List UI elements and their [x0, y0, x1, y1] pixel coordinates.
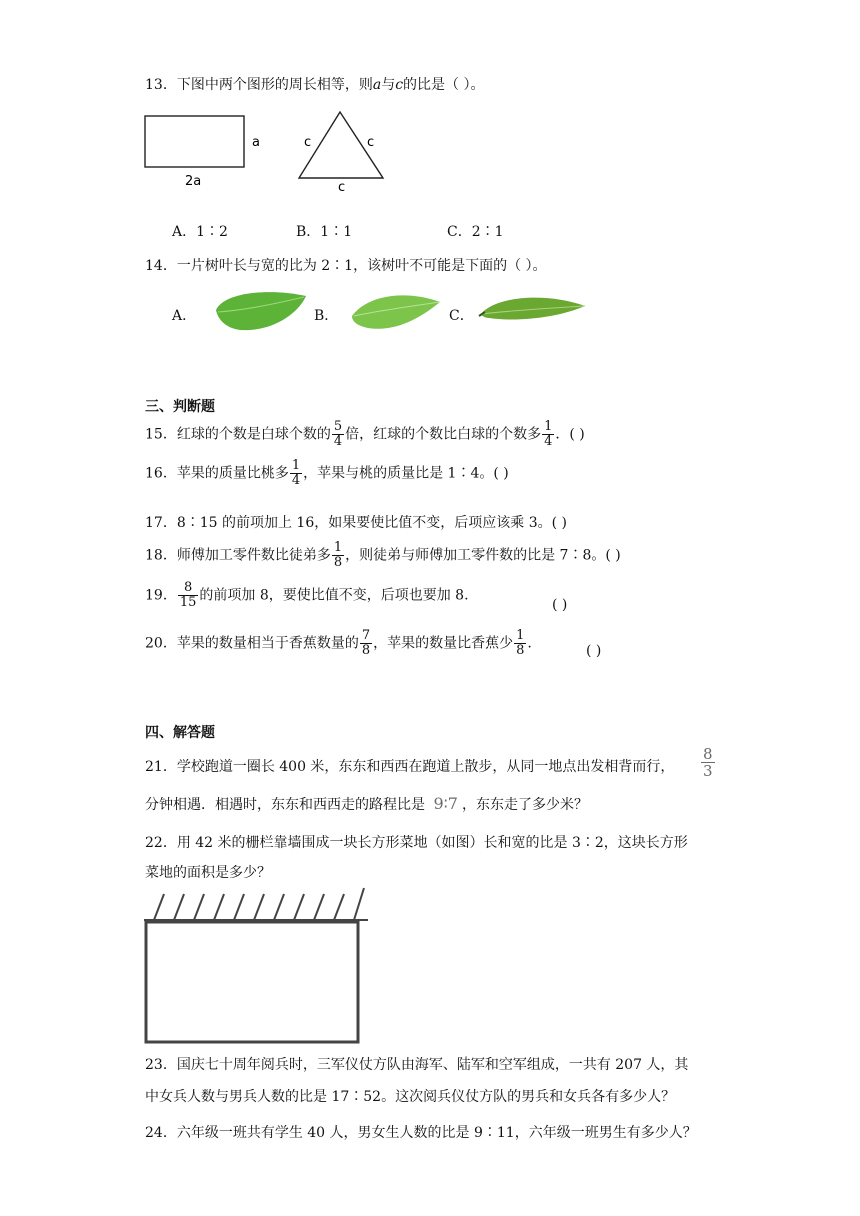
- q13-option-a[interactable]: A．1∶2: [172, 224, 228, 240]
- q14-option-a[interactable]: A．: [172, 308, 197, 324]
- q17[interactable]: 17．8∶15 的前项加上 16，如果要使比值不变，后项应该乘 3。( ): [145, 515, 567, 531]
- q21-fraction: $\frac{8}{3}$: [703, 745, 713, 780]
- fraction: $\frac{1}{8}$: [333, 540, 343, 570]
- q21-line1: 21．学校跑道一圈长 400 米，东东和西西在跑道上散步，从同一地点出发相背而行，: [145, 759, 675, 775]
- tri-left-label: c: [304, 135, 312, 150]
- rect-side-label: a: [252, 135, 260, 150]
- section-4-title: 四、解答题: [145, 725, 215, 741]
- q18: 18．师傅加工零件数比徒弟多 $\frac{1}{8}$ ，则徒弟与师傅加工零件数的比是 7∶8。( ): [145, 540, 621, 570]
- fraction: $\frac{8}{15}$: [179, 580, 197, 610]
- q23-line2: 中女兵人数与男兵人数的比是 17∶52。这次阅兵仪仗方队的男兵和女兵各有多少人？: [145, 1089, 676, 1105]
- q15: 15．红球的个数是白球个数的 $\frac{5}{4}$ 倍，红球的个数比白球的个数多 $\frac{1}{4}$ ．( ): [145, 419, 585, 449]
- q14-stem: 14．一片树叶长与宽的比为 2∶1，该树叶不可能是下面的（ ）。: [145, 258, 547, 274]
- q13-option-c[interactable]: C．2∶1: [447, 224, 504, 240]
- wall-hatching: [154, 888, 364, 920]
- q19: 19． $\frac{8}{15}$ 的前项加 8，要使比值不变，后项也要加 8.: [145, 580, 469, 610]
- fraction: $\frac{7}{8}$: [361, 628, 371, 658]
- answer-blank[interactable]: ，则徒弟与师傅加工零件数的比是 7∶8。( ): [345, 547, 621, 564]
- q23-line1: 23．国庆七十周年阅兵时，三军仪仗方队由海军、陆军和空军组成，一共有 207 人，其: [145, 1057, 689, 1073]
- rectangle-shape: [145, 116, 244, 167]
- leaf-a-image[interactable]: [210, 288, 310, 334]
- q19-answer-blank[interactable]: ( ): [552, 597, 568, 613]
- q13-var-c: c: [395, 77, 404, 93]
- q20-answer-blank[interactable]: ( ): [586, 643, 602, 659]
- tri-bottom-label: c: [338, 180, 346, 194]
- fraction: $\frac{5}{4}$: [333, 419, 343, 449]
- leaf-b-image[interactable]: [348, 286, 444, 334]
- leaf-c-image[interactable]: [477, 292, 589, 322]
- q13-stem: 13．下图中两个图形的周长相等，则a与c的比是（ ）。: [145, 77, 485, 93]
- q20: 20．苹果的数量相当于香蕉数量的 $\frac{7}{8}$ ，苹果的数量比香蕉少 $\frac{1}{8}$ .: [145, 628, 532, 658]
- q21-ratio: 9∶7: [433, 794, 458, 813]
- answer-blank[interactable]: ．( ): [555, 426, 585, 443]
- q22-line1: 22．用 42 米的栅栏靠墙围成一块长方形菜地（如图）长和宽的比是 3∶2，这块长方形: [145, 835, 688, 851]
- q22-line2: 菜地的面积是多少？: [145, 865, 271, 881]
- q13-var-a: a: [372, 77, 382, 93]
- fraction: $\frac{1}{4}$: [291, 458, 301, 488]
- q22-garden-figure: [140, 884, 372, 1046]
- rect-bottom-label: 2a: [185, 174, 202, 189]
- q21-line2: 分钟相遇．相遇时，东东和西西走的路程比是 9∶7 ，东东走了多少米？: [145, 794, 588, 813]
- answer-blank[interactable]: ，苹果与桃的质量比是 1∶4。( ): [303, 465, 509, 482]
- fraction: $\frac{1}{4}$: [544, 419, 553, 449]
- garden-rectangle: [146, 922, 358, 1042]
- q13-figure: [140, 108, 420, 194]
- q14-option-b[interactable]: B．: [314, 308, 339, 324]
- q13-option-b[interactable]: B．1∶1: [296, 224, 353, 240]
- q16: 16．苹果的质量比桃多 $\frac{1}{4}$ ，苹果与桃的质量比是 1∶4。( ): [145, 458, 509, 488]
- q14-option-c[interactable]: C．: [449, 308, 474, 324]
- q24: 24．六年级一班共有学生 40 人，男女生人数的比是 9∶11，六年级一班男生有多少人？: [145, 1125, 697, 1141]
- fraction: $\frac{1}{8}$: [516, 628, 525, 658]
- tri-right-label: c: [367, 135, 375, 150]
- section-3-title: 三、判断题: [145, 399, 215, 415]
